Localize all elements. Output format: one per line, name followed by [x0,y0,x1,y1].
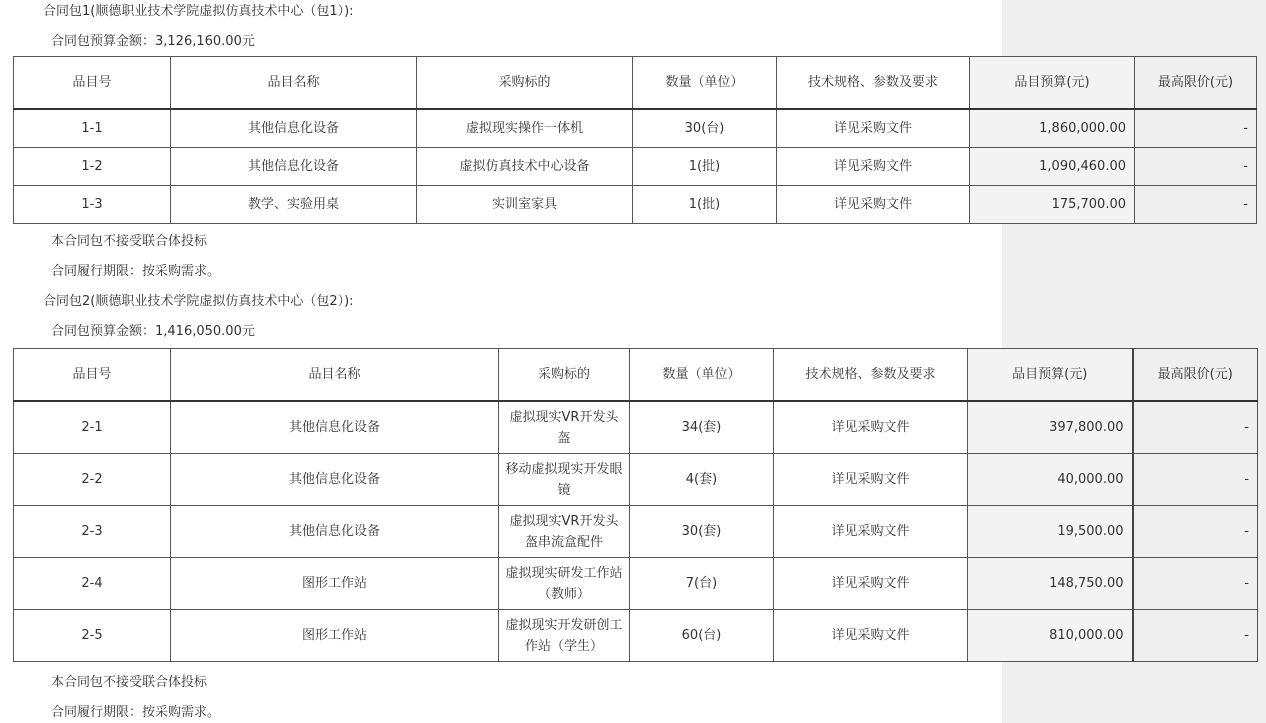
cell-spec: 详见采购文件 [777,109,970,148]
col-header-spec: 技术规格、参数及要求 [774,349,968,402]
cell-no: 1-3 [14,186,171,224]
cell-budget: 810,000.00 [968,610,1133,662]
col-header-max: 最高限价(元) [1133,349,1258,402]
cell-qty: 30(台) [633,109,777,148]
cell-budget: 1,860,000.00 [970,109,1135,148]
table-header-row [14,349,1258,402]
cell-budget: 397,800.00 [968,401,1133,454]
table-row [14,506,1258,558]
cell-qty: 1(批) [633,148,777,186]
cell-spec: 详见采购文件 [774,506,968,558]
cell-subject: 虚拟现实研发工作站（教师） [499,558,630,610]
package2-title: 合同包2(顺德职业技术学院虚拟仿真技术中心（包2）): [43,294,354,309]
col-header-no: 品目号 [14,57,171,110]
col-header-budget: 品目预算(元) [968,349,1133,402]
cell-subject: 虚拟现实VR开发头盔串流盒配件 [499,506,630,558]
cell-budget: 175,700.00 [970,186,1135,224]
package1-period-note: 合同履行期限：按采购需求。 [51,264,221,279]
table-row [14,558,1258,610]
package2-table [13,348,1258,662]
table-row [14,148,1257,186]
col-header-name: 品目名称 [171,57,417,110]
col-header-name: 品目名称 [171,349,499,402]
table-row [14,454,1258,506]
cell-no: 2-3 [14,506,171,558]
cell-name: 其他信息化设备 [171,506,499,558]
cell-name: 其他信息化设备 [171,401,499,454]
cell-no: 1-2 [14,148,171,186]
cell-subject: 虚拟现实操作一体机 [417,109,633,148]
cell-budget: 19,500.00 [968,506,1133,558]
cell-spec: 详见采购文件 [774,401,968,454]
cell-max: - [1135,148,1257,186]
cell-max: - [1133,401,1258,454]
cell-budget: 1,090,460.00 [970,148,1135,186]
cell-no: 1-1 [14,109,171,148]
cell-spec: 详见采购文件 [777,186,970,224]
cell-name: 其他信息化设备 [171,148,417,186]
cell-spec: 详见采购文件 [774,610,968,662]
cell-subject: 移动虚拟现实开发眼镜 [499,454,630,506]
cell-subject: 虚拟现实VR开发头盔 [499,401,630,454]
cell-qty: 34(套) [630,401,774,454]
cell-budget: 148,750.00 [968,558,1133,610]
package2-budget: 合同包预算金额：1,416,050.00元 [51,324,255,339]
table-row [14,401,1258,454]
cell-no: 2-5 [14,610,171,662]
cell-spec: 详见采购文件 [774,558,968,610]
col-header-qty: 数量（单位） [630,349,774,402]
cell-max: - [1133,610,1258,662]
package1-budget: 合同包预算金额：3,126,160.00元 [51,34,255,49]
cell-subject: 虚拟现实开发研创工作站（学生） [499,610,630,662]
cell-qty: 1(批) [633,186,777,224]
cell-spec: 详见采购文件 [777,148,970,186]
col-header-subject: 采购标的 [499,349,630,402]
cell-no: 2-2 [14,454,171,506]
col-header-max: 最高限价(元) [1135,57,1257,110]
table-row [14,109,1257,148]
col-header-qty: 数量（单位） [633,57,777,110]
col-header-no: 品目号 [14,349,171,402]
cell-qty: 60(台) [630,610,774,662]
cell-max: - [1133,558,1258,610]
table-header-row [14,57,1257,110]
cell-budget: 40,000.00 [968,454,1133,506]
col-header-spec: 技术规格、参数及要求 [777,57,970,110]
table-row [14,610,1258,662]
cell-spec: 详见采购文件 [774,454,968,506]
cell-name: 教学、实验用桌 [171,186,417,224]
cell-name: 其他信息化设备 [171,454,499,506]
package1-title: 合同包1(顺德职业技术学院虚拟仿真技术中心（包1）): [43,4,354,19]
cell-name: 其他信息化设备 [171,109,417,148]
cell-subject: 虚拟仿真技术中心设备 [417,148,633,186]
cell-no: 2-1 [14,401,171,454]
cell-qty: 7(台) [630,558,774,610]
cell-name: 图形工作站 [171,558,499,610]
package1-table [13,56,1257,224]
col-header-budget: 品目预算(元) [970,57,1135,110]
cell-max: - [1133,506,1258,558]
cell-max: - [1133,454,1258,506]
package1-consortium-note: 本合同包不接受联合体投标 [51,234,208,249]
cell-max: - [1135,109,1257,148]
table-row [14,186,1257,224]
cell-qty: 30(套) [630,506,774,558]
cell-name: 图形工作站 [171,610,499,662]
cell-qty: 4(套) [630,454,774,506]
package2-consortium-note: 本合同包不接受联合体投标 [51,675,208,690]
package2-period-note: 合同履行期限：按采购需求。 [51,705,221,720]
cell-no: 2-4 [14,558,171,610]
col-header-subject: 采购标的 [417,57,633,110]
cell-subject: 实训室家具 [417,186,633,224]
cell-max: - [1135,186,1257,224]
